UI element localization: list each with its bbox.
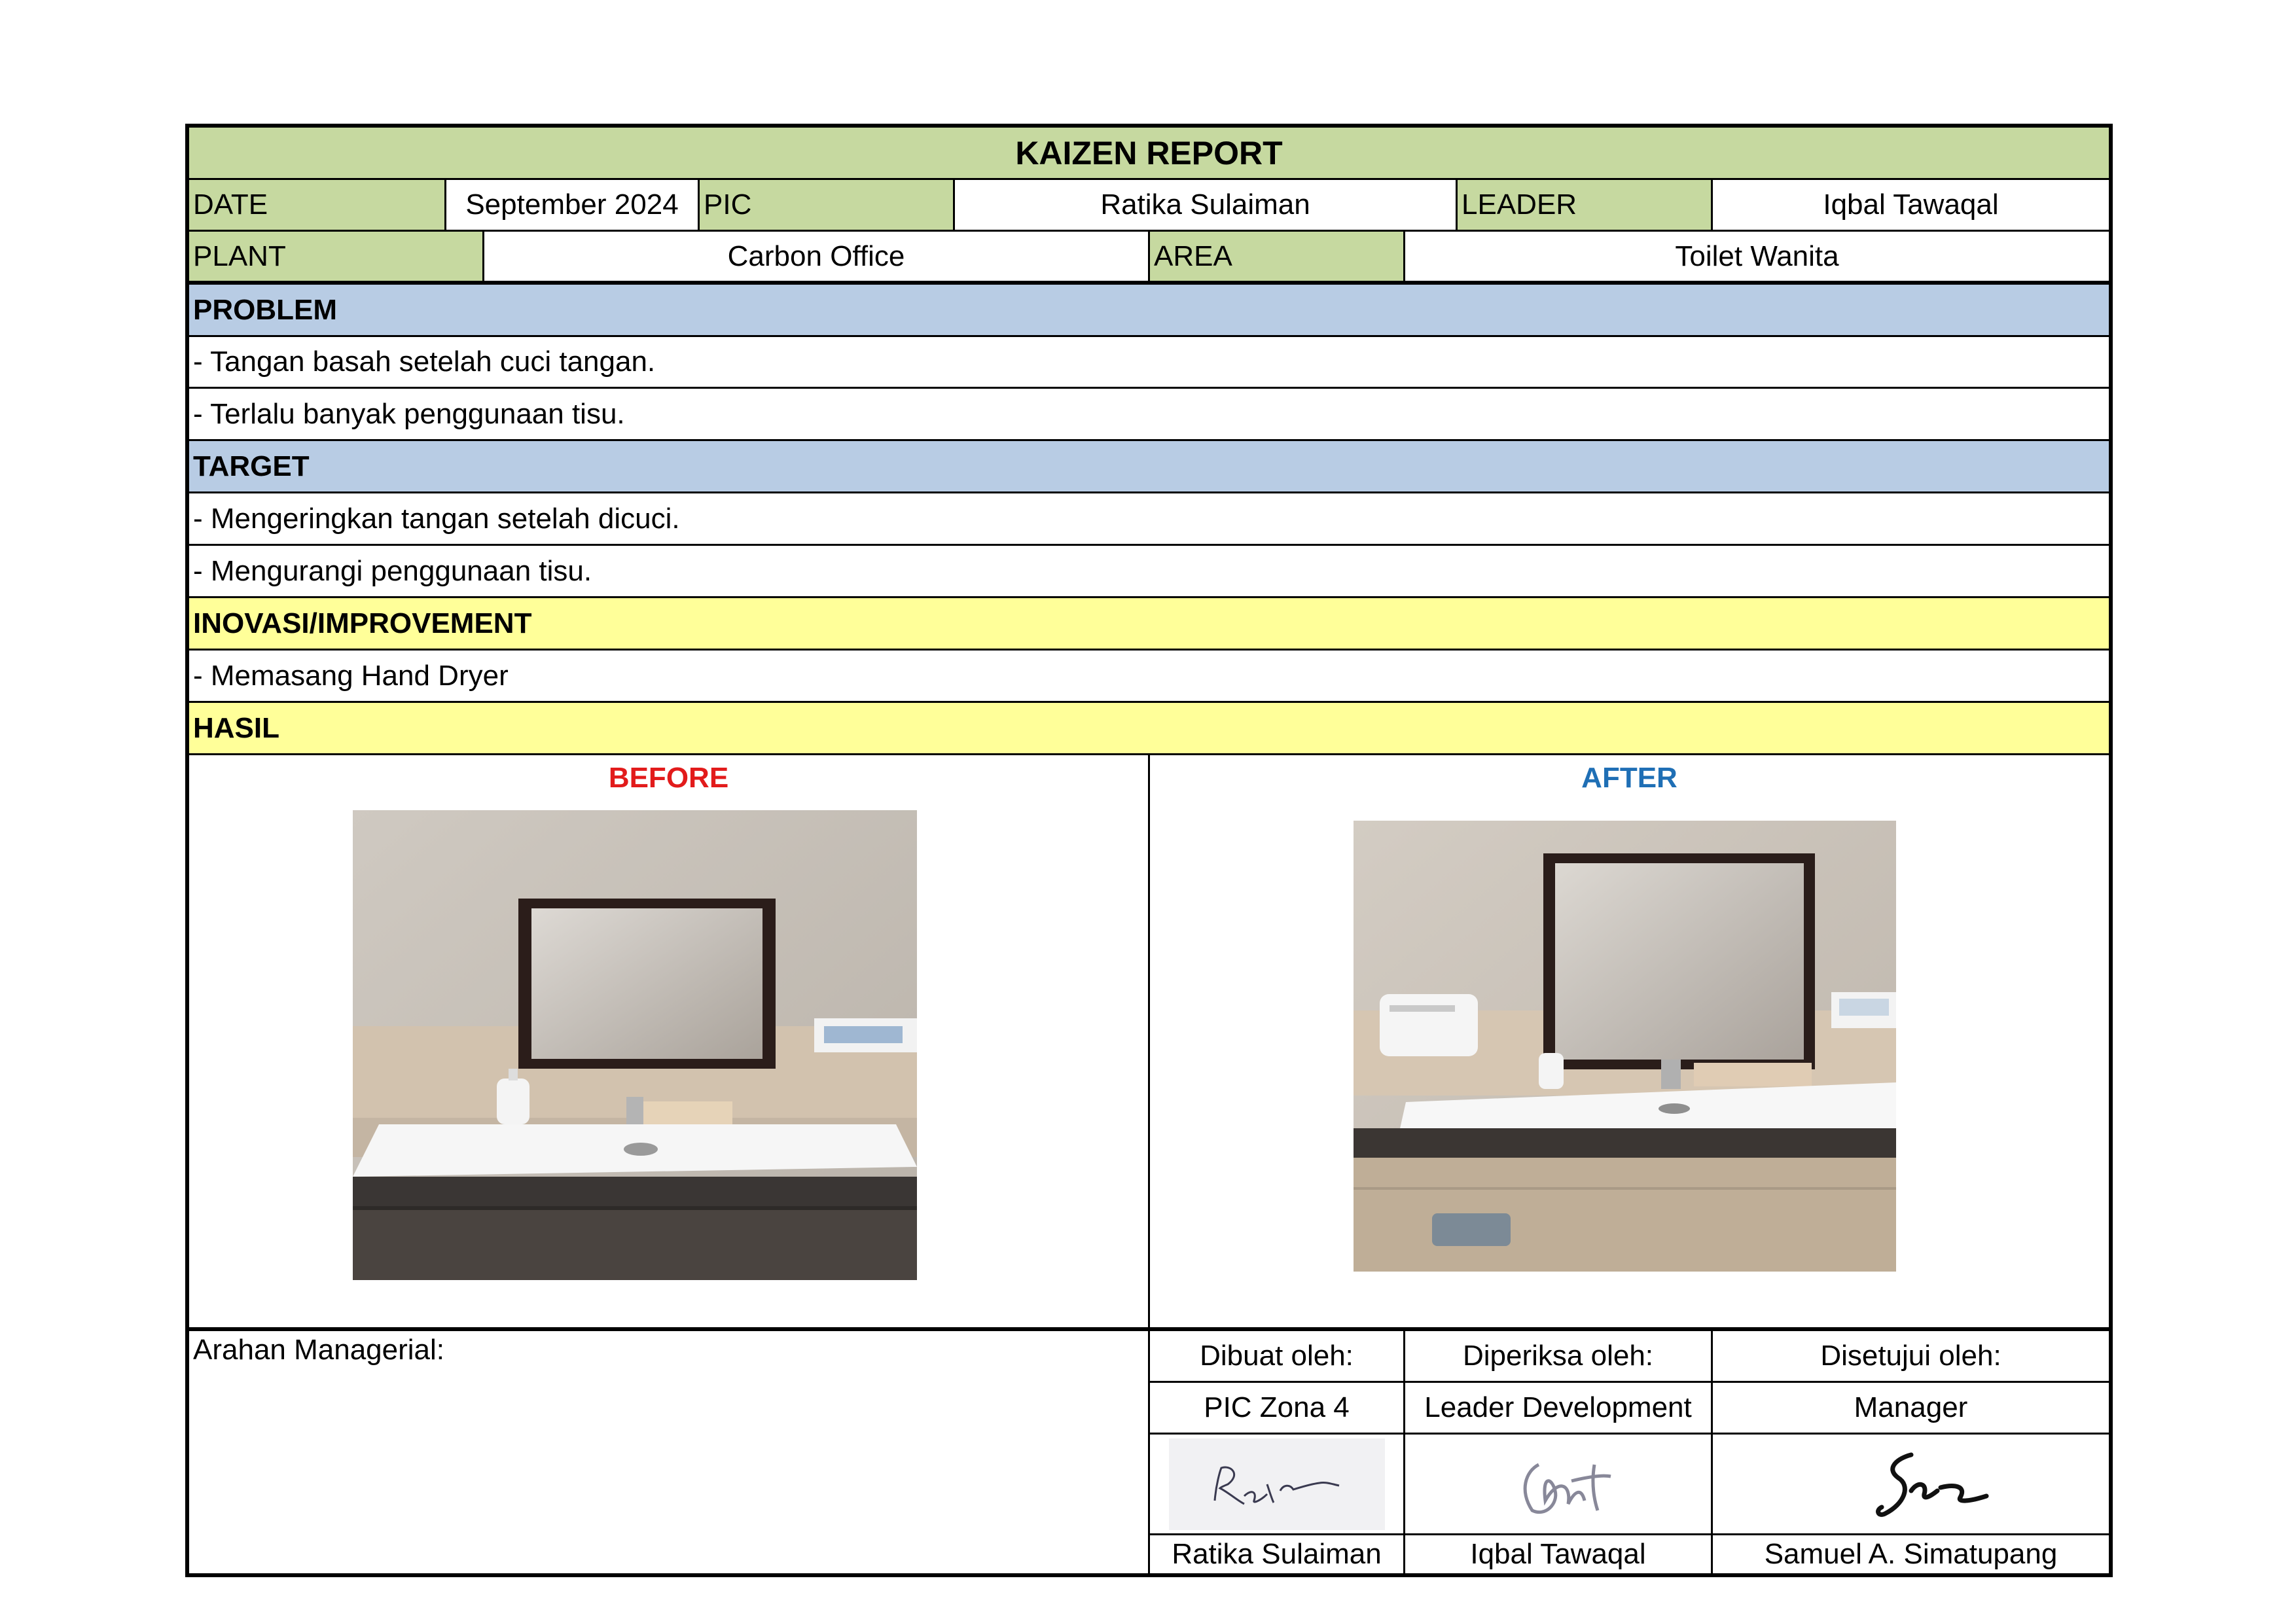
made-by-name: Ratika Sulaiman [1148,1535,1403,1573]
checked-by-name: Iqbal Tawaqal [1403,1535,1711,1573]
target-heading-row [189,441,2109,493]
after-label: AFTER [1581,762,1677,794]
date-value: September 2024 [444,180,698,230]
checked-by-role: Leader Development [1403,1383,1711,1435]
managerial-direction-label: Arahan Managerial: [193,1334,445,1366]
after-photo [1354,821,1896,1272]
problem-item: - Tangan basah setelah cuci tangan. [193,346,656,378]
leader-value: Iqbal Tawaqal [1711,180,2109,230]
improvement-item-row [189,651,2109,703]
plant-value: Carbon Office [482,232,1148,281]
target-heading: TARGET [193,450,310,482]
info-row-1 [189,180,2109,232]
managerial-direction-box [189,1331,1148,1573]
checked-by-signature [1403,1435,1711,1535]
made-by-label: Dibuat oleh: [1148,1331,1403,1383]
report-title: KAIZEN REPORT [1015,134,1283,171]
target-item: - Mengurangi penggunaan tisu. [193,554,592,587]
info-row-2 [189,232,2109,285]
area-value: Toilet Wanita [1403,232,2109,281]
signature-ratika [1169,1438,1385,1530]
photo-divider [1148,755,1150,1327]
result-photos-row [189,755,2109,1331]
before-photo [353,810,917,1280]
made-by-signature [1148,1435,1403,1535]
problem-heading: PROBLEM [193,293,337,326]
kaizen-report-sheet [185,124,2113,1577]
pic-label: PIC [698,180,953,230]
leader-label: LEADER [1456,180,1711,230]
problem-item-row [189,389,2109,441]
improvement-item: - Memasang Hand Dryer [193,659,509,692]
approved-by-name: Samuel A. Simatupang [1711,1535,2109,1573]
approved-by-label: Disetujui oleh: [1711,1331,2109,1383]
result-heading-row [189,703,2109,755]
signature-iqbal [1460,1438,1657,1530]
target-item-row [189,493,2109,546]
improvement-heading-row [189,598,2109,651]
target-item-row [189,546,2109,598]
problem-item: - Terlalu banyak penggunaan tisu. [193,397,625,430]
result-heading: HASIL [193,711,279,744]
pic-value: Ratika Sulaiman [953,180,1456,230]
title-row [189,128,2109,180]
signature-samuel [1813,1438,2009,1530]
date-label: DATE [189,180,444,230]
improvement-heading: INOVASI/IMPROVEMENT [193,607,532,639]
plant-label: PLANT [189,232,482,281]
approved-by-signature [1711,1435,2109,1535]
area-label: AREA [1148,232,1403,281]
before-label: BEFORE [608,762,729,794]
approved-by-role: Manager [1711,1383,2109,1435]
problem-heading-row [189,285,2109,337]
made-by-role: PIC Zona 4 [1148,1383,1403,1435]
target-item: - Mengeringkan tangan setelah dicuci. [193,502,680,535]
problem-item-row [189,337,2109,389]
checked-by-label: Diperiksa oleh: [1403,1331,1711,1383]
